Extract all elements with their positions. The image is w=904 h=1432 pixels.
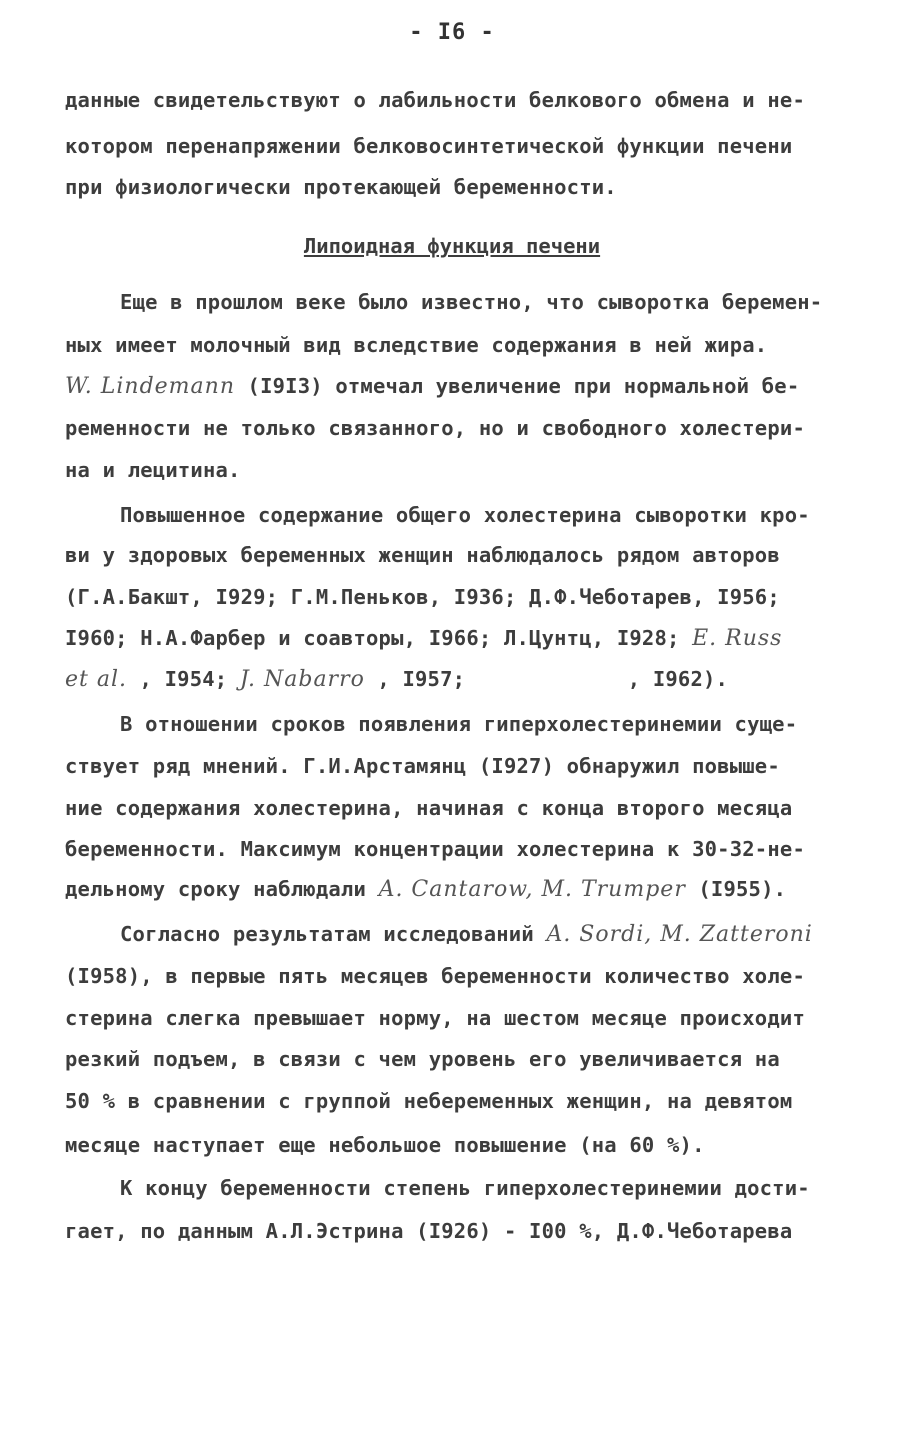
text-line: ных имеет молочный вид вследствие содержания в ней жира. — [65, 333, 768, 357]
handwritten-author: A. Cantarow, M. Trumper — [378, 877, 686, 902]
handwritten-author: E. Russ — [692, 626, 783, 651]
text-line: при физиологически протекающей беременности. — [65, 175, 617, 199]
text-line: котором перенапряжении белковосинтетической функции печени — [65, 134, 793, 158]
section-heading: Липоидная функция печени — [303, 234, 601, 258]
text-line: данные свидетельствуют о лабильности белкового обмена и не- — [65, 88, 805, 112]
text-line: (Г.А.Бакшт, I929; Г.М.Пеньков, I936; Д.Ф.Чеботарев, I956; — [65, 585, 780, 609]
text-line — [65, 877, 786, 902]
text-fragment: , I957; — [364, 667, 466, 691]
text-fragment: , I962). — [615, 667, 729, 691]
text-line: ви у здоровых беременных женщин наблюдалось рядом авторов — [65, 543, 780, 567]
text-fragment: (I9I3) отмечал увеличение при нормальной бе- — [235, 374, 800, 398]
handwritten-author: et al. — [65, 667, 127, 692]
text-line: ременности не только связанного, но и свободного холестери- — [65, 416, 805, 440]
text-line: К концу беременности степень гиперхолестеринемии дости- — [120, 1176, 810, 1200]
text-line: беременности. Максимум концентрации холестерина к 30-32-не- — [65, 837, 805, 861]
text-line — [65, 626, 782, 651]
text-line — [120, 922, 813, 947]
text-line — [65, 667, 728, 692]
text-fragment: , I954; — [127, 667, 240, 691]
text-line: Повышенное содержание общего холестерина сыворотки кро- — [120, 503, 810, 527]
page-number: - I6 - — [409, 20, 495, 45]
text-fragment: дельному сроку наблюдали — [65, 877, 379, 901]
handwritten-author: W. Lindemann — [65, 374, 235, 399]
handwritten-author: J. Nabarro — [239, 667, 365, 692]
text-line: ние содержания холестерина, начиная с конца второго месяца — [65, 796, 793, 820]
text-fragment: I960; Н.А.Фарбер и соавторы, I966; Л.Цунтц, I928; — [65, 626, 693, 650]
text-line: месяце наступает еще небольшое повышение (на 60 %). — [65, 1133, 705, 1157]
text-line: стерина слегка превышает норму, на шестом месяце происходит — [65, 1006, 805, 1030]
text-line: ствует ряд мнений. Г.И.Арстамянц (I927) обнаружил повыше- — [65, 754, 780, 778]
text-line: на и лецитина. — [65, 458, 241, 482]
text-line: В отношении сроков появления гиперхолестеринемии суще- — [120, 712, 798, 736]
text-line: 50 % в сравнении с группой небеременных женщин, на девятом — [65, 1089, 793, 1113]
text-line: Еще в прошлом веке было известно, что сыворотка беремен- — [120, 290, 823, 314]
text-line: (I958), в первые пять месяцев беременности количество холе- — [65, 964, 805, 988]
text-fragment: (I955). — [685, 877, 787, 901]
text-line: резкий подъем, в связи с чем уровень его увеличивается на — [65, 1047, 780, 1071]
text-fragment: Согласно результатам исследований — [120, 922, 547, 946]
text-line — [65, 374, 799, 399]
handwritten-author: A. Sordi, M. Zatteroni — [546, 922, 813, 947]
text-line: гает, по данным А.Л.Эстрина (I926) - I00 %, Д.Ф.Чеботарева — [65, 1219, 793, 1243]
